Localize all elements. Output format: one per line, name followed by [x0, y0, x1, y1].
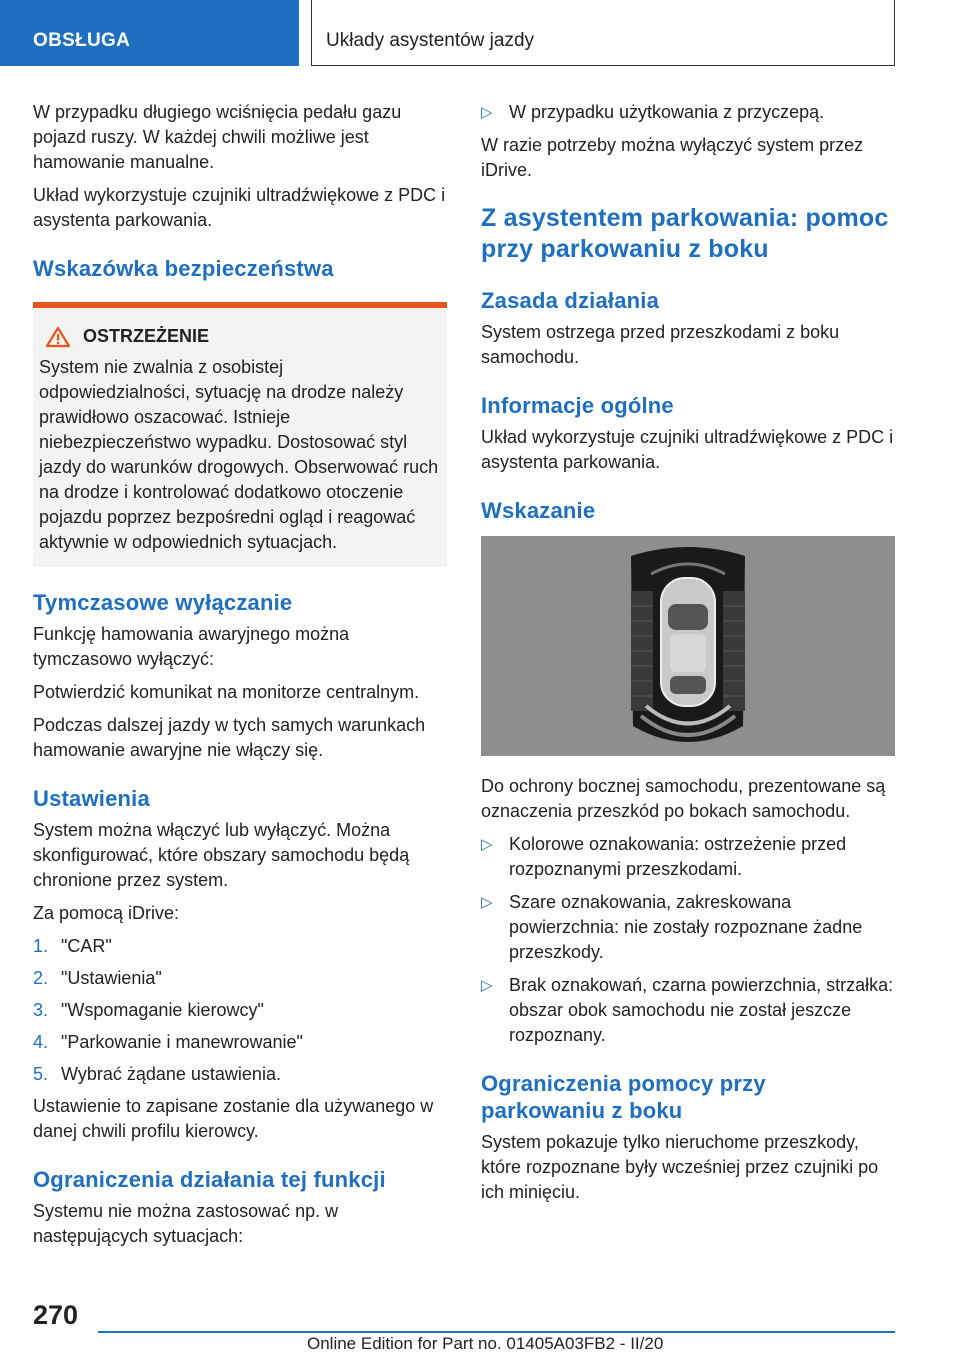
list-item: [481, 973, 895, 1048]
left-column: [33, 100, 447, 1257]
settings-steps-list: [33, 934, 447, 1087]
list-item: [33, 1030, 447, 1055]
triangle-right-icon: ▷: [481, 977, 493, 994]
header-section-tab: [0, 0, 299, 66]
step-number: 4.: [33, 1032, 49, 1052]
paragraph: W przypadku długiego wciśnięcia pedału gazu pojazd ruszy. W każdej chwili możliwe jest hamowanie manualne.: [33, 102, 402, 172]
paragraph: Do ochrony bocznej samochodu, prezentowane są oznaczenia przeszkód po bokach samochodu.: [481, 776, 886, 821]
list-item: [33, 1062, 447, 1087]
list-item: [33, 998, 447, 1023]
warning-box: [33, 302, 447, 567]
list-item: [481, 890, 895, 965]
right-column: [481, 100, 895, 1213]
list-item: [33, 934, 447, 959]
paragraph: Funkcję hamowania awaryjnego można tymczasowo wyłączyć:: [33, 624, 350, 669]
car-top-view-illustration: [481, 536, 895, 756]
step-text: "Ustawienia": [61, 968, 162, 988]
paragraph: Układ wykorzystuje czujniki ultradźwiękowe z PDC i asystenta parkowania.: [481, 427, 894, 472]
warning-text: System nie zwalnia z osobistej odpowiedzialności, sytuację na drodze należy prawidłowo oszacować. Istnieje niebezpieczeństwo wypadku. Dostosować styl jazdy do warunków drogowych. Obserwować ruch na drodze i kontrolować dodatkowo otoczenie pojazdu poprzez bezpośredni ogląd i reagować aktywnie w odpowiednich sytuacjach.: [39, 357, 439, 552]
triangle-right-icon: ▷: [481, 836, 493, 853]
paragraph: Podczas dalszej jazdy w tych samych warunkach hamowanie awaryjne nie włączy się.: [33, 715, 426, 760]
paragraph: System można włączyć lub wyłączyć. Można skonfigurować, które obszary samochodu będą chronione przez system.: [33, 820, 410, 890]
list-item: [481, 100, 895, 125]
step-text: "Wspomaganie kierowcy": [61, 1000, 264, 1020]
heading-safety: Wskazówka bezpieczeństwa: [33, 256, 334, 281]
paragraph: Za pomocą iDrive:: [33, 903, 180, 923]
warning-triangle-icon: [45, 326, 71, 348]
heading-function-limits: Ograniczenia działania tej funkcji: [33, 1167, 386, 1192]
paragraph: Ustawienie to zapisane zostanie dla używanego w danej chwili profilu kierowcy.: [33, 1096, 434, 1141]
bullet-text: Szare oznakowania, zakreskowana powierzchnia: nie zostały rozpoznane żadne przeszkody.: [509, 892, 863, 962]
header-chapter-box: [311, 0, 895, 66]
paragraph: Układ wykorzystuje czujniki ultradźwiękowe z PDC i asystenta parkowania.: [33, 185, 446, 230]
paragraph: Systemu nie można zastosować np. w następujących sytuacjach:: [33, 1201, 339, 1246]
step-number: 2.: [33, 968, 49, 988]
step-number: 5.: [33, 1064, 49, 1084]
bullet-text: Brak oznakowań, czarna powierzchnia, strzałka: obszar obok samochodu nie został jeszcze rozpoznany.: [509, 975, 894, 1045]
step-text: "CAR": [61, 936, 112, 956]
heading-side-parking: Z asystentem parkowania: pomoc przy parkowaniu z boku: [481, 204, 889, 263]
paragraph: System pokazuje tylko nieruchome przeszkody, które rozpoznane były wcześniej przez czujniki po ich minięciu.: [481, 1132, 879, 1202]
heading-principle: Zasada działania: [481, 288, 660, 313]
warning-title-row: [39, 324, 439, 349]
paragraph: W razie potrzeby można wyłączyć system przez iDrive.: [481, 135, 864, 180]
paragraph: System ostrzega przed przeszkodami z boku samochodu.: [481, 322, 840, 367]
header-chapter-label: Układy asystentów jazdy: [326, 30, 535, 51]
bullet-text: Kolorowe oznakowania: ostrzeżenie przed rozpoznanymi przeszkodami.: [509, 834, 847, 879]
bullet-text: W przypadku użytkowania z przyczepą.: [509, 102, 825, 122]
heading-side-parking-limits: Ograniczenia pomocy przy parkowaniu z boku: [481, 1071, 766, 1123]
warning-title: OSTRZEŻENIE: [83, 326, 210, 346]
bullet-list-top: [481, 100, 895, 125]
page-number: 270: [33, 1300, 79, 1330]
list-item: [481, 832, 895, 882]
footer-divider: [98, 1331, 895, 1333]
heading-general-info: Informacje ogólne: [481, 393, 674, 418]
parking-display-figure: [481, 536, 895, 756]
triangle-right-icon: ▷: [481, 894, 493, 911]
heading-temporary-off: Tymczasowe wyłączanie: [33, 590, 293, 615]
list-item: [33, 966, 447, 991]
step-number: 3.: [33, 1000, 49, 1020]
heading-display: Wskazanie: [481, 498, 596, 523]
step-text: Wybrać żądane ustawienia.: [61, 1064, 281, 1084]
triangle-right-icon: ▷: [481, 104, 493, 121]
footer-edition: Online Edition for Part no. 01405A03FB2 - II/20: [307, 1334, 664, 1353]
bullet-list-markings: [481, 832, 895, 1048]
step-number: 1.: [33, 936, 49, 956]
step-text: "Parkowanie i manewrowanie": [61, 1032, 303, 1052]
header-section-label: OBSŁUGA: [33, 30, 131, 51]
paragraph: Potwierdzić komunikat na monitorze centralnym.: [33, 682, 420, 702]
heading-settings: Ustawienia: [33, 786, 150, 811]
